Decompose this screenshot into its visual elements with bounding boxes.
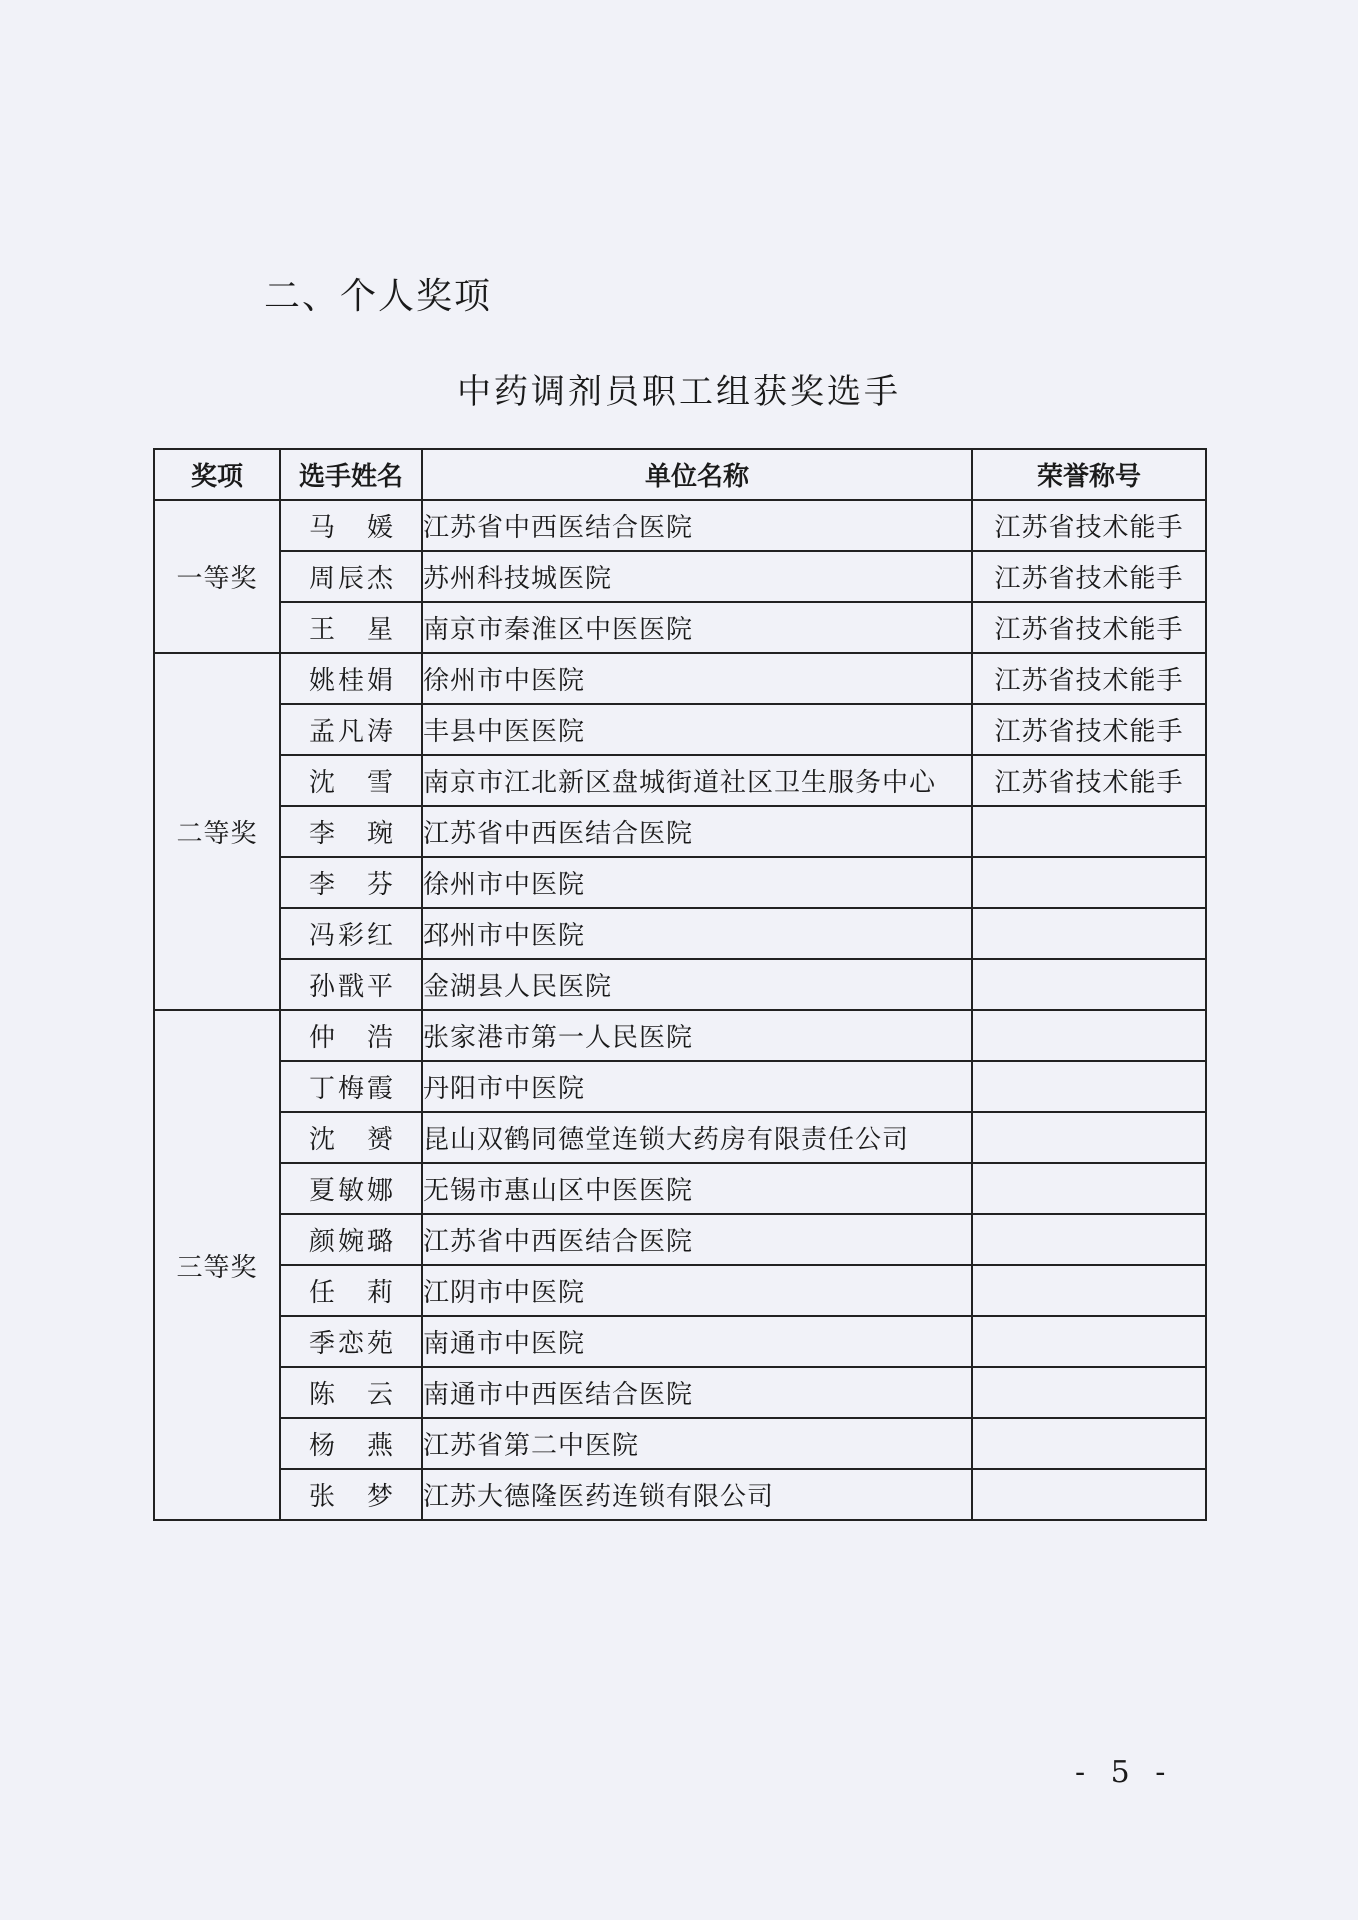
name-cell xyxy=(280,857,422,908)
unit-cell: 张家港市第一人民医院 xyxy=(422,1010,972,1061)
contestant-name: 孙戬平 xyxy=(309,972,393,1002)
honor-cell xyxy=(972,908,1206,959)
honor-cell: 江苏省技术能手 xyxy=(972,755,1206,806)
name-cell xyxy=(280,1469,422,1520)
honor-cell xyxy=(972,857,1206,908)
name-cell xyxy=(280,1367,422,1418)
honor-cell: 江苏省技术能手 xyxy=(972,602,1206,653)
name-cell xyxy=(280,755,422,806)
table-row xyxy=(154,1316,1206,1367)
table-row xyxy=(154,653,1206,704)
table-row xyxy=(154,1214,1206,1265)
unit-cell: 南京市秦淮区中医医院 xyxy=(422,602,972,653)
unit-cell: 苏州科技城医院 xyxy=(422,551,972,602)
name-cell xyxy=(280,704,422,755)
honor-cell: 江苏省技术能手 xyxy=(972,653,1206,704)
table-row xyxy=(154,1469,1206,1520)
contestant-name: 颜婉璐 xyxy=(309,1227,393,1257)
table-row xyxy=(154,1061,1206,1112)
unit-cell: 金湖县人民医院 xyxy=(422,959,972,1010)
table-row xyxy=(154,755,1206,806)
unit-cell: 徐州市中医院 xyxy=(422,857,972,908)
header-award: 奖项 xyxy=(154,449,280,500)
table-row xyxy=(154,1367,1206,1418)
contestant-name: 夏敏娜 xyxy=(309,1176,393,1206)
honor-cell xyxy=(972,1010,1206,1061)
page-number: - 5 - xyxy=(1075,1755,1174,1790)
name-cell xyxy=(280,1010,422,1061)
unit-cell: 丰县中医医院 xyxy=(422,704,972,755)
table-row xyxy=(154,551,1206,602)
honor-cell xyxy=(972,959,1206,1010)
unit-cell: 丹阳市中医院 xyxy=(422,1061,972,1112)
honor-cell xyxy=(972,1163,1206,1214)
contestant-name: 姚桂娟 xyxy=(309,666,393,696)
contestant-name: 沈雪 xyxy=(309,768,393,798)
header-honor: 荣誉称号 xyxy=(972,449,1206,500)
name-cell xyxy=(280,1061,422,1112)
contestant-name: 王星 xyxy=(309,615,393,645)
unit-cell: 江苏省中西医结合医院 xyxy=(422,806,972,857)
name-cell xyxy=(280,806,422,857)
table-row xyxy=(154,806,1206,857)
table-row xyxy=(154,1163,1206,1214)
honor-cell xyxy=(972,1112,1206,1163)
unit-cell: 无锡市惠山区中医医院 xyxy=(422,1163,972,1214)
contestant-name: 冯彩红 xyxy=(309,921,393,951)
award-level-cell: 三等奖 xyxy=(154,1010,280,1520)
table-header-row xyxy=(154,449,1206,500)
contestant-name: 李琬 xyxy=(309,819,393,849)
table-title: 中药调剂员职工组获奖选手 xyxy=(457,372,901,412)
honor-cell xyxy=(972,1061,1206,1112)
name-cell xyxy=(280,1214,422,1265)
header-unit: 单位名称 xyxy=(422,449,972,500)
honor-cell xyxy=(972,1265,1206,1316)
name-cell xyxy=(280,602,422,653)
honor-cell: 江苏省技术能手 xyxy=(972,500,1206,551)
unit-cell: 南通市中西医结合医院 xyxy=(422,1367,972,1418)
contestant-name: 丁梅霞 xyxy=(309,1074,393,1104)
unit-cell: 南通市中医院 xyxy=(422,1316,972,1367)
contestant-name: 陈云 xyxy=(309,1380,393,1410)
contestant-name: 李芬 xyxy=(309,870,393,900)
unit-cell: 江苏省中西医结合医院 xyxy=(422,500,972,551)
contestant-name: 仲浩 xyxy=(309,1023,393,1053)
table-row xyxy=(154,500,1206,551)
table-row xyxy=(154,857,1206,908)
unit-cell: 江苏省中西医结合医院 xyxy=(422,1214,972,1265)
honor-cell xyxy=(972,1367,1206,1418)
contestant-name: 周辰杰 xyxy=(309,564,393,594)
header-name: 选手姓名 xyxy=(280,449,422,500)
unit-cell: 江苏省第二中医院 xyxy=(422,1418,972,1469)
table-row xyxy=(154,959,1206,1010)
honor-cell xyxy=(972,806,1206,857)
name-cell xyxy=(280,500,422,551)
contestant-name: 杨燕 xyxy=(309,1431,393,1461)
contestant-name: 马媛 xyxy=(309,513,393,543)
unit-cell: 江苏大德隆医药连锁有限公司 xyxy=(422,1469,972,1520)
award-level-cell: 一等奖 xyxy=(154,500,280,653)
contestant-name: 任莉 xyxy=(309,1278,393,1308)
name-cell xyxy=(280,959,422,1010)
table-row xyxy=(154,1265,1206,1316)
name-cell xyxy=(280,653,422,704)
table-row xyxy=(154,1112,1206,1163)
honor-cell xyxy=(972,1316,1206,1367)
honor-cell xyxy=(972,1469,1206,1520)
contestant-name: 孟凡涛 xyxy=(309,717,393,747)
contestant-name: 季恋苑 xyxy=(309,1329,393,1359)
award-level-cell: 二等奖 xyxy=(154,653,280,1010)
unit-cell: 南京市江北新区盘城街道社区卫生服务中心 xyxy=(422,755,972,806)
honor-cell: 江苏省技术能手 xyxy=(972,704,1206,755)
unit-cell: 昆山双鹤同德堂连锁大药房有限责任公司 xyxy=(422,1112,972,1163)
contestant-name: 张梦 xyxy=(309,1482,393,1512)
table-row xyxy=(154,908,1206,959)
table-row xyxy=(154,1010,1206,1061)
awards-table xyxy=(153,448,1207,1521)
name-cell xyxy=(280,908,422,959)
section-heading: 二、个人奖项 xyxy=(264,276,493,317)
honor-cell xyxy=(972,1418,1206,1469)
honor-cell: 江苏省技术能手 xyxy=(972,551,1206,602)
name-cell xyxy=(280,1265,422,1316)
table-body xyxy=(154,500,1206,1520)
table-row xyxy=(154,704,1206,755)
honor-cell xyxy=(972,1214,1206,1265)
unit-cell: 邳州市中医院 xyxy=(422,908,972,959)
name-cell xyxy=(280,1418,422,1469)
table-row xyxy=(154,1418,1206,1469)
name-cell xyxy=(280,1316,422,1367)
table-row xyxy=(154,602,1206,653)
contestant-name: 沈赟 xyxy=(309,1125,393,1155)
name-cell xyxy=(280,1112,422,1163)
unit-cell: 徐州市中医院 xyxy=(422,653,972,704)
name-cell xyxy=(280,551,422,602)
unit-cell: 江阴市中医院 xyxy=(422,1265,972,1316)
name-cell xyxy=(280,1163,422,1214)
